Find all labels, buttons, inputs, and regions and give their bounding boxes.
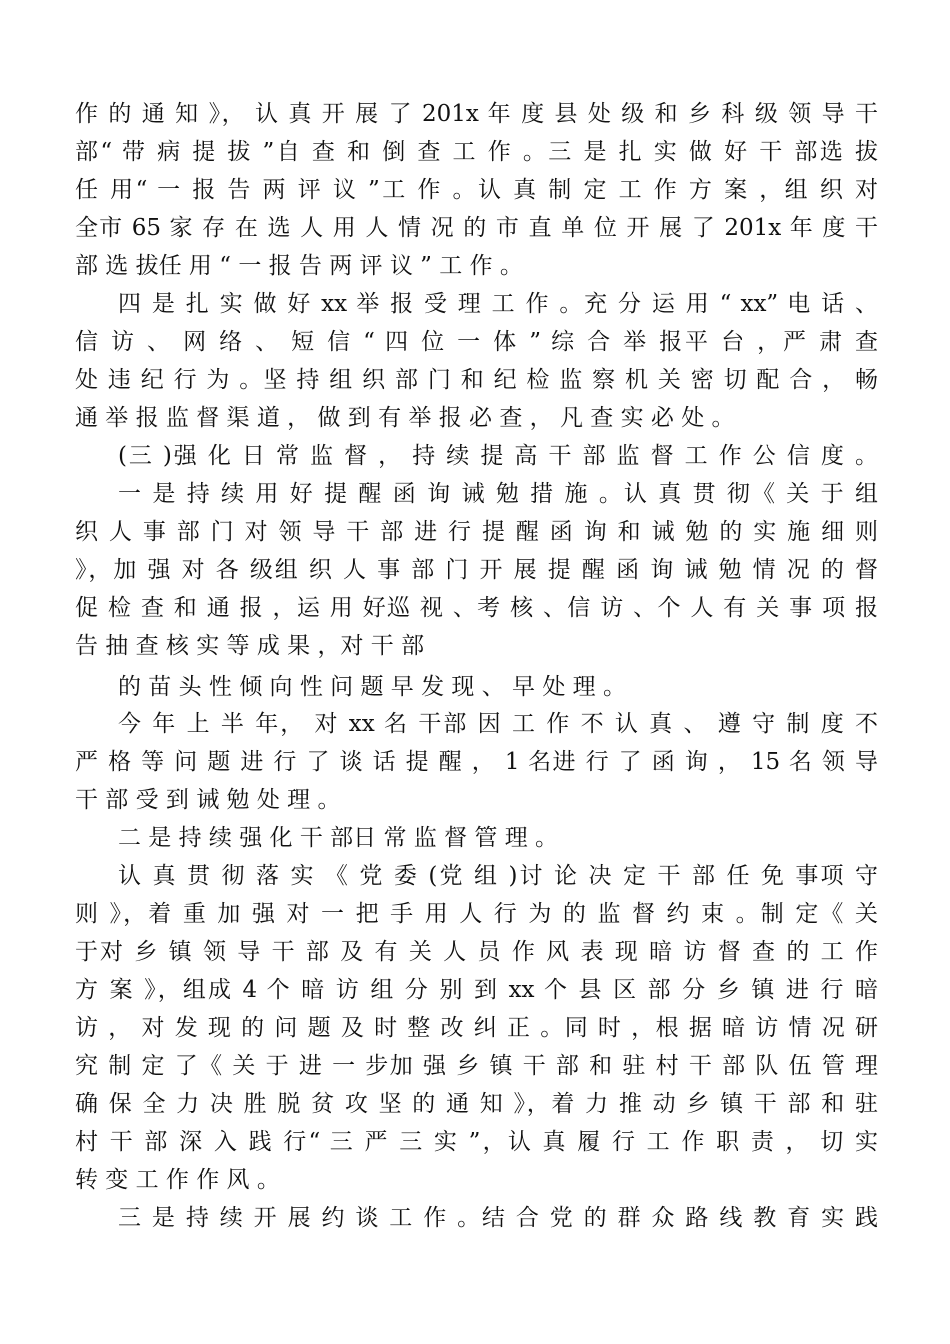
text-line: 于对 乡 镇 领 导 干 部 及 有 关 人 员 作 风 表 现 暗 访 督 查 的 工 作 (75, 939, 878, 965)
paragraph-start-line: 认 真 贯 彻 落 实 《 党 委 (党 组 )讨 论 决 定 干 部 任 免 事项 守 (118, 863, 878, 889)
text-line: 促 检 查 和 通 报 ，运 用 好巡 视 、考 核 、信 访 、个 人 有 关 事 项 报 (75, 595, 878, 621)
text-line: 作 的 通 知 》， 认 真 开 展 了 201x 年 度 县 处 级 和 乡 科 级 领 导 干 (75, 101, 878, 127)
text-line: 织 人 事 部 门 对 领 导 干 部 进 行 提 醒 函 询 和 诫 勉 的 实 施 细 则 (75, 519, 878, 545)
paragraph-start-line: 三 是 持 续 开 展 约 谈 工 作 。结 合 党 的 群 众 路 线 教 育 实 践 (118, 1205, 878, 1231)
text-line: 村 干 部 深 入 践 行“ 三 严 三 实 ”，认 真 履 行 工 作 职 责 ， 切 实 (75, 1129, 878, 1155)
text-line: 任 用“ 一 报 告 两 评 议 ”工 作 。认 真 制 定 工 作 方 案 ，组 织 对 (75, 177, 878, 203)
section-heading: (三 )强 化 日 常 监 督 ， 持 续 提 高 干 部 监 督 工 作 公 信 度 。 (118, 443, 878, 469)
paragraph-start-line: 今 年 上 半 年， 对 xx 名 干部 因 工 作 不 认 真 、 遵 守 制 度 不 (118, 711, 878, 737)
text-line: 通 举 报 监 督 渠 道 ， 做 到 有 举 报 必 查 ， 凡 查 实 必 处 。 (75, 405, 735, 431)
text-line: 告 抽 查 核 实 等 成 果 ，对 干 部 (75, 633, 425, 659)
text-line: 信 访 、 网 络 、 短 信 “ 四 位 一 体 ” 综 合 举 报平 台 ，严 肃 查 (75, 329, 878, 355)
subsection-heading: 二 是 持 续 强 化 干 部日 常 监 督 管 理 。 (118, 825, 559, 851)
text-line: 部“ 带 病 提 拔 ”自 查 和 倒 查 工 作 。三 是 扎 实 做 好 干 部选 拔 (75, 139, 878, 165)
paragraph-start-line: 的 苗 头 性 倾 向 性 问 题 早 发 现 、 早 处 理 。 (118, 674, 626, 700)
text-line: 》，加 强 对 各 级组 织 人 事 部 门 开 展 提 醒 函 询 诫 勉 情 况 的 督 (75, 557, 878, 583)
text-line: 部 选 拔任 用 “ 一 报 告 两 评 议 ” 工 作 。 (75, 253, 523, 279)
text-line: 方 案 》，组成 4 个 暗 访 组 分 别 到 xx 个 县 区 部 分 乡 镇 进 行 暗 (75, 977, 878, 1003)
paragraph-start-line: 四 是 扎 实 做 好 xx 举 报 受 理 工 作 。充 分 运 用 “ xx” 电 话 、 (118, 291, 878, 317)
text-line: 全市 65 家 存 在 选 人 用 人 情 况 的 市 直 单 位 开 展 了 201x 年 度 干 (75, 215, 878, 241)
text-line: 干 部 受 到 诫 勉 处 理 。 (75, 787, 341, 813)
text-line: 转 变 工 作 作 风 。 (75, 1167, 280, 1193)
paragraph-start-line: 一 是 持 续 用 好 提 醒 函 询 诫 勉 措 施 。认 真 贯 彻《 关 于 组 (118, 481, 878, 507)
text-line: 确 保 全 力 决 胜 脱 贫 攻 坚 的 通 知 》，着 力 推 动 乡 镇 干 部 和 驻 (75, 1091, 878, 1117)
text-line: 则 》，着 重 加 强 对 一 把 手 用 人 行 为 的 监 督 约 束 。制 定《 关 (75, 901, 878, 927)
text-line: 访 ， 对 发 现 的 问 题 及 时 整 改 纠 正 。同 时 ，根 据 暗 访 情 况 研 (75, 1015, 878, 1041)
text-line: 严 格 等 问 题 进 行 了 谈 话 提 醒 ， 1 名进 行 了 函 询 ， 15 名 领 导 (75, 749, 878, 775)
text-line: 究 制 定 了《 关 于 进 一 步加 强 乡 镇 干 部 和 驻 村 干 部 队 伍 管 理 (75, 1053, 878, 1079)
text-line: 处 违 纪 行 为 。坚 持 组 织 部 门 和 纪 检 监 察 机 关 密 切 配 合 ， 畅 (75, 367, 878, 393)
